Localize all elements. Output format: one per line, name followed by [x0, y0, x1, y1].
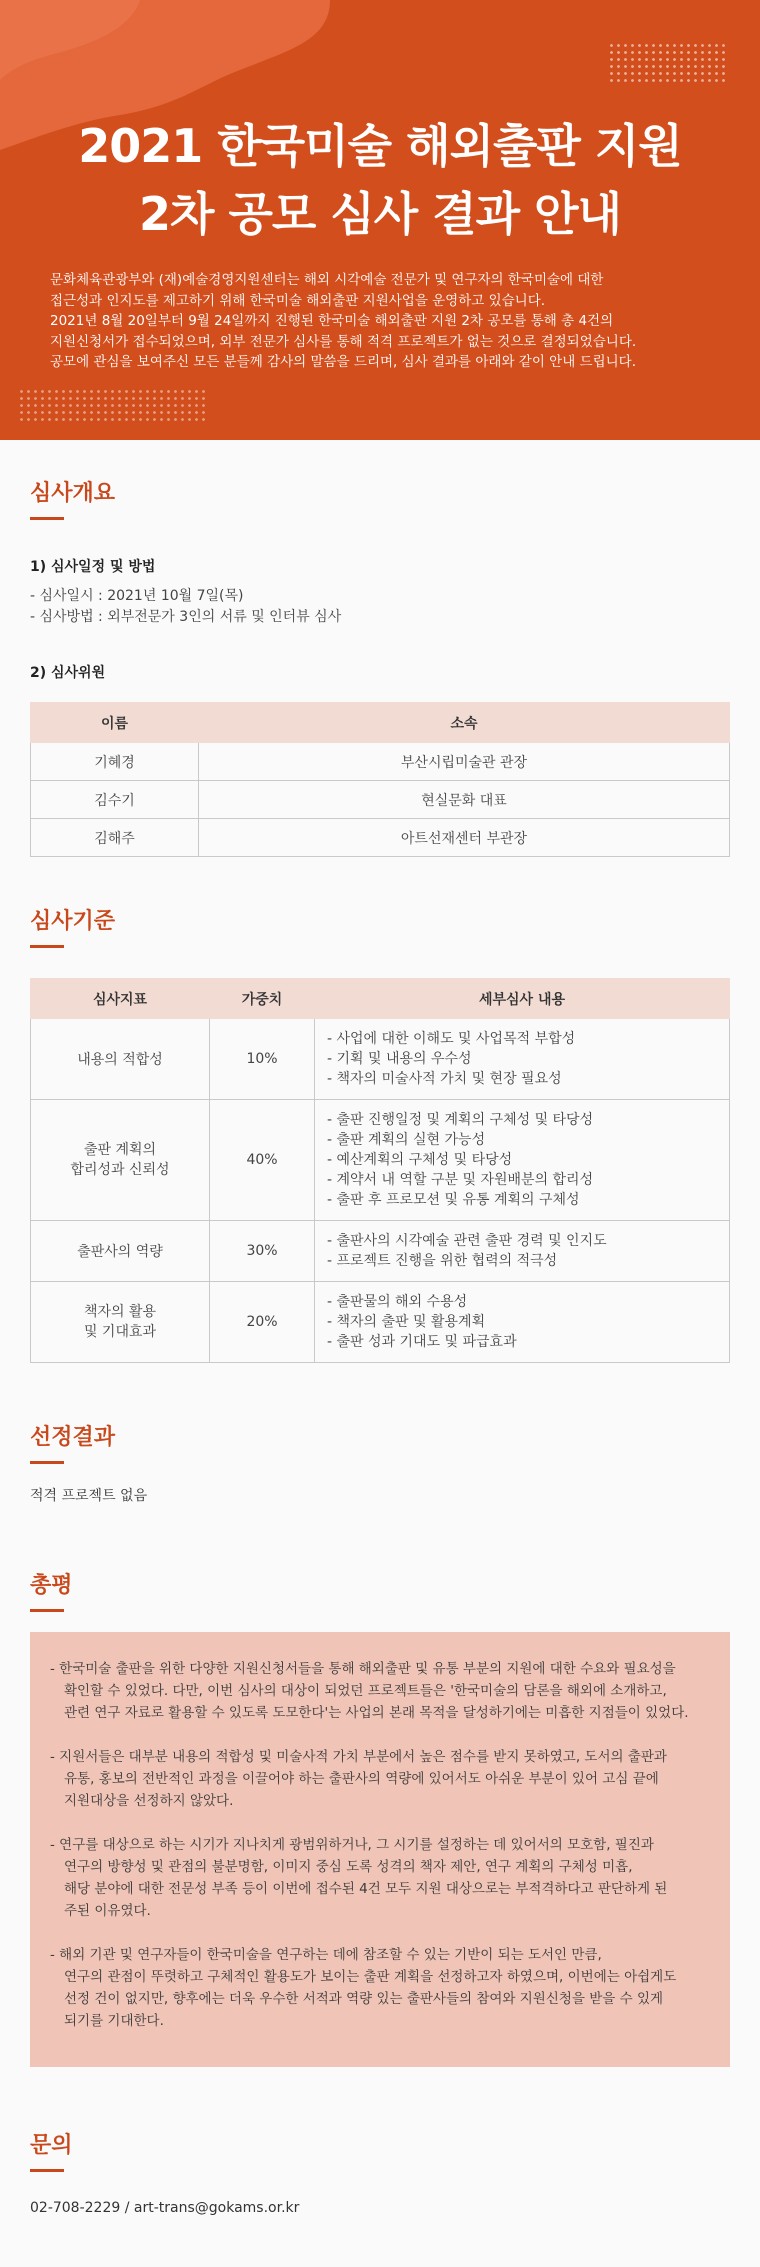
detail-item: - 출판물의 해외 수용성: [327, 1294, 468, 1310]
schedule-heading: 1) 심사일정 및 방법: [30, 559, 156, 575]
criteria-indicator: [31, 1221, 210, 1282]
indicator-line: 및 기대효과: [83, 1324, 157, 1340]
criteria-details: [315, 1100, 730, 1221]
review-line: - 한국미술 출판을 위한 다양한 지원신청서들을 통해 해외출판 및 유통 부분의 지원에 대한 수요와 필요성을: [50, 1661, 676, 1677]
criteria-table: [30, 978, 730, 1363]
section-underline: [30, 1461, 64, 1464]
criteria-weight: 10%: [210, 1019, 315, 1100]
contact-section: [30, 2128, 730, 2219]
member-affiliation: 아트선재센터 부관장: [199, 819, 730, 857]
detail-item: - 출판사의 시각예술 관련 출판 경력 및 인지도: [327, 1233, 607, 1249]
title-line-2: 2차 공모 심사 결과 안내: [139, 187, 621, 241]
schedule-method: - 심사방법 : 외부전문가 3인의 서류 및 인터뷰 심사: [30, 609, 342, 625]
table-row: [31, 1019, 730, 1100]
review-line: 유통, 홍보의 전반적인 과정을 이끌어야 하는 출판사의 역량에 있어서도 아쉬운 부분이 있어 고심 끝에: [64, 1771, 659, 1787]
review-line: - 해외 기관 및 연구자들이 한국미술을 연구하는 데에 참조할 수 있는 기반이 되는 도서인 만큼,: [50, 1947, 602, 1963]
review-section: [30, 1568, 730, 1612]
detail-item: - 출판 후 프로모션 및 유통 계획의 구체성: [327, 1192, 580, 1208]
criteria-indicator: [31, 1019, 210, 1100]
overview-section: [30, 476, 730, 857]
table-row: [31, 781, 730, 819]
intro-line: 문화체육관광부와 (재)예술경영지원센터는 해외 시각예술 전문가 및 연구자의 한국미술에 대한: [50, 272, 604, 288]
detail-item: - 출판 진행일정 및 계획의 구체성 및 타당성: [327, 1112, 594, 1128]
detail-item: - 책자의 출판 및 활용계획: [327, 1314, 486, 1330]
table-row: [31, 819, 730, 857]
page-title: [0, 112, 760, 248]
title-line-1: 2021 한국미술 해외출판 지원: [78, 119, 682, 173]
intro-line: 지원신청서가 접수되었으며, 외부 전문가 심사를 통해 적격 프로젝트가 없는 것으로 결정되었습니다.: [50, 333, 637, 350]
detail-item: - 책자의 미술사적 가치 및 현장 필요성: [327, 1071, 562, 1087]
review-paragraph: [50, 1944, 706, 2032]
member-name: 기혜경: [31, 743, 199, 781]
criteria-weight: 20%: [210, 1282, 315, 1363]
criteria-weight: 30%: [210, 1221, 315, 1282]
section-underline: [30, 945, 64, 948]
review-line: 주된 이유였다.: [64, 1903, 151, 1919]
review-line: 선정 건이 없지만, 향후에는 더욱 우수한 서적과 역량 있는 출판사들의 참여와 지원신청을 받을 수 있게: [64, 1991, 664, 2007]
table-row: [31, 743, 730, 781]
review-paragraph: [50, 1658, 706, 1724]
column-header-name: 이름: [31, 703, 199, 743]
hero-banner: [0, 0, 760, 440]
member-name: 김해주: [31, 819, 199, 857]
criteria-weight: 40%: [210, 1100, 315, 1221]
detail-item: - 예산계획의 구체성 및 타당성: [327, 1152, 513, 1168]
section-title-contact: 문의: [30, 2133, 73, 2158]
indicator-line: 내용의 적합성: [77, 1052, 163, 1068]
review-line: 연구의 관점이 뚜렷하고 구체적인 활용도가 보이는 출판 계획을 선정하고자 하였으며, 이번에는 아쉽게도: [64, 1969, 677, 1985]
column-header-affiliation: 소속: [199, 703, 730, 743]
criteria-details: [315, 1221, 730, 1282]
criteria-details: [315, 1282, 730, 1363]
dot-pattern-top-right: [608, 42, 728, 82]
table-header-row: [31, 703, 730, 743]
intro-line: 접근성과 인지도를 제고하기 위해 한국미술 해외출판 지원사업을 운영하고 있습니다.: [50, 292, 546, 309]
indicator-line: 합리성과 신뢰성: [70, 1162, 170, 1178]
detail-item: - 출판 성과 기대도 및 파급효과: [327, 1334, 517, 1350]
column-header-indicator: 심사지표: [31, 979, 210, 1019]
intro-line: 공모에 관심을 보여주신 모든 분들께 감사의 말씀을 드리며, 심사 결과를 아래와 같이 안내 드립니다.: [50, 354, 637, 370]
review-line: 연구의 방향성 및 관점의 불분명함, 이미지 중심 도록 성격의 책자 제안, 연구 계획의 구체성 미흡,: [64, 1859, 633, 1875]
intro-text: [50, 270, 720, 373]
detail-item: - 프로젝트 진행을 위한 협력의 적극성: [327, 1253, 558, 1269]
section-title-result: 선정결과: [30, 1425, 116, 1450]
detail-item: - 출판 계획의 실현 가능성: [327, 1132, 486, 1148]
section-underline: [30, 517, 64, 520]
section-underline: [30, 1609, 64, 1612]
review-paragraph: [50, 1834, 706, 1922]
review-paragraph: [50, 1746, 706, 1812]
criteria-details: [315, 1019, 730, 1100]
indicator-line: 출판 계획의: [83, 1142, 157, 1158]
schedule-date: - 심사일시 : 2021년 10월 7일(목): [30, 588, 244, 604]
result-section: [30, 1420, 730, 1507]
criteria-indicator: [31, 1100, 210, 1221]
detail-item: - 사업에 대한 이해도 및 사업목적 부합성: [327, 1031, 576, 1047]
review-line: - 연구를 대상으로 하는 시기가 지나치게 광범위하거나, 그 시기를 설정하는 데 있어서의 모호함, 필진과: [50, 1837, 654, 1853]
review-line: 관련 연구 자료로 활용할 수 있도록 도모한다'는 사업의 본래 목적을 달성하기에는 미흡한 지점들이 있었다.: [64, 1705, 689, 1721]
column-header-weight: 가중치: [210, 979, 315, 1019]
table-row: [31, 1221, 730, 1282]
detail-item: - 기획 및 내용의 우수성: [327, 1051, 472, 1067]
contact-info[interactable]: 02-708-2229 / art-trans@gokams.or.kr: [30, 2200, 300, 2216]
review-line: 되기를 기대한다.: [64, 2013, 164, 2029]
criteria-indicator: [31, 1282, 210, 1363]
committee-heading: 2) 심사위원: [30, 665, 106, 681]
indicator-line: 책자의 활용: [83, 1304, 157, 1320]
section-title-review: 총평: [30, 1573, 73, 1598]
member-affiliation: 부산시립미술관 관장: [199, 743, 730, 781]
member-name: 김수기: [31, 781, 199, 819]
review-line: 확인할 수 있었다. 다만, 이번 심사의 대상이 되었던 프로젝트들은 '한국미술의 담론을 해외에 소개하고,: [64, 1683, 667, 1699]
result-text: 적격 프로젝트 없음: [30, 1488, 148, 1504]
section-underline: [30, 2169, 64, 2172]
indicator-line: 출판사의 역량: [77, 1244, 163, 1260]
detail-item: - 계약서 내 역할 구분 및 자원배분의 합리성: [327, 1172, 594, 1188]
review-line: 지원대상을 선정하지 않았다.: [64, 1793, 234, 1809]
review-line: 해당 분야에 대한 전문성 부족 등이 이번에 접수된 4건 모두 지원 대상으로는 부적격하다고 판단하게 된: [64, 1881, 668, 1897]
table-row: [31, 1282, 730, 1363]
section-title-overview: 심사개요: [30, 481, 116, 506]
review-box: [30, 1632, 730, 2067]
section-title-criteria: 심사기준: [30, 909, 116, 934]
schedule-lines: [30, 586, 730, 628]
dot-pattern-bottom-left: [18, 388, 208, 424]
member-affiliation: 현실문화 대표: [199, 781, 730, 819]
review-line: - 지원서들은 대부분 내용의 적합성 및 미술사적 가치 부분에서 높은 점수를 받지 못하였고, 도서의 출판과: [50, 1749, 667, 1765]
criteria-section: [30, 904, 730, 1363]
intro-line: 2021년 8월 20일부터 9월 24일까지 진행된 한국미술 해외출판 지원 2차 공모를 통해 총 4건의: [50, 313, 614, 329]
committee-table: [30, 702, 730, 857]
table-row: [31, 1100, 730, 1221]
column-header-details: 세부심사 내용: [315, 979, 730, 1019]
table-header-row: [31, 979, 730, 1019]
